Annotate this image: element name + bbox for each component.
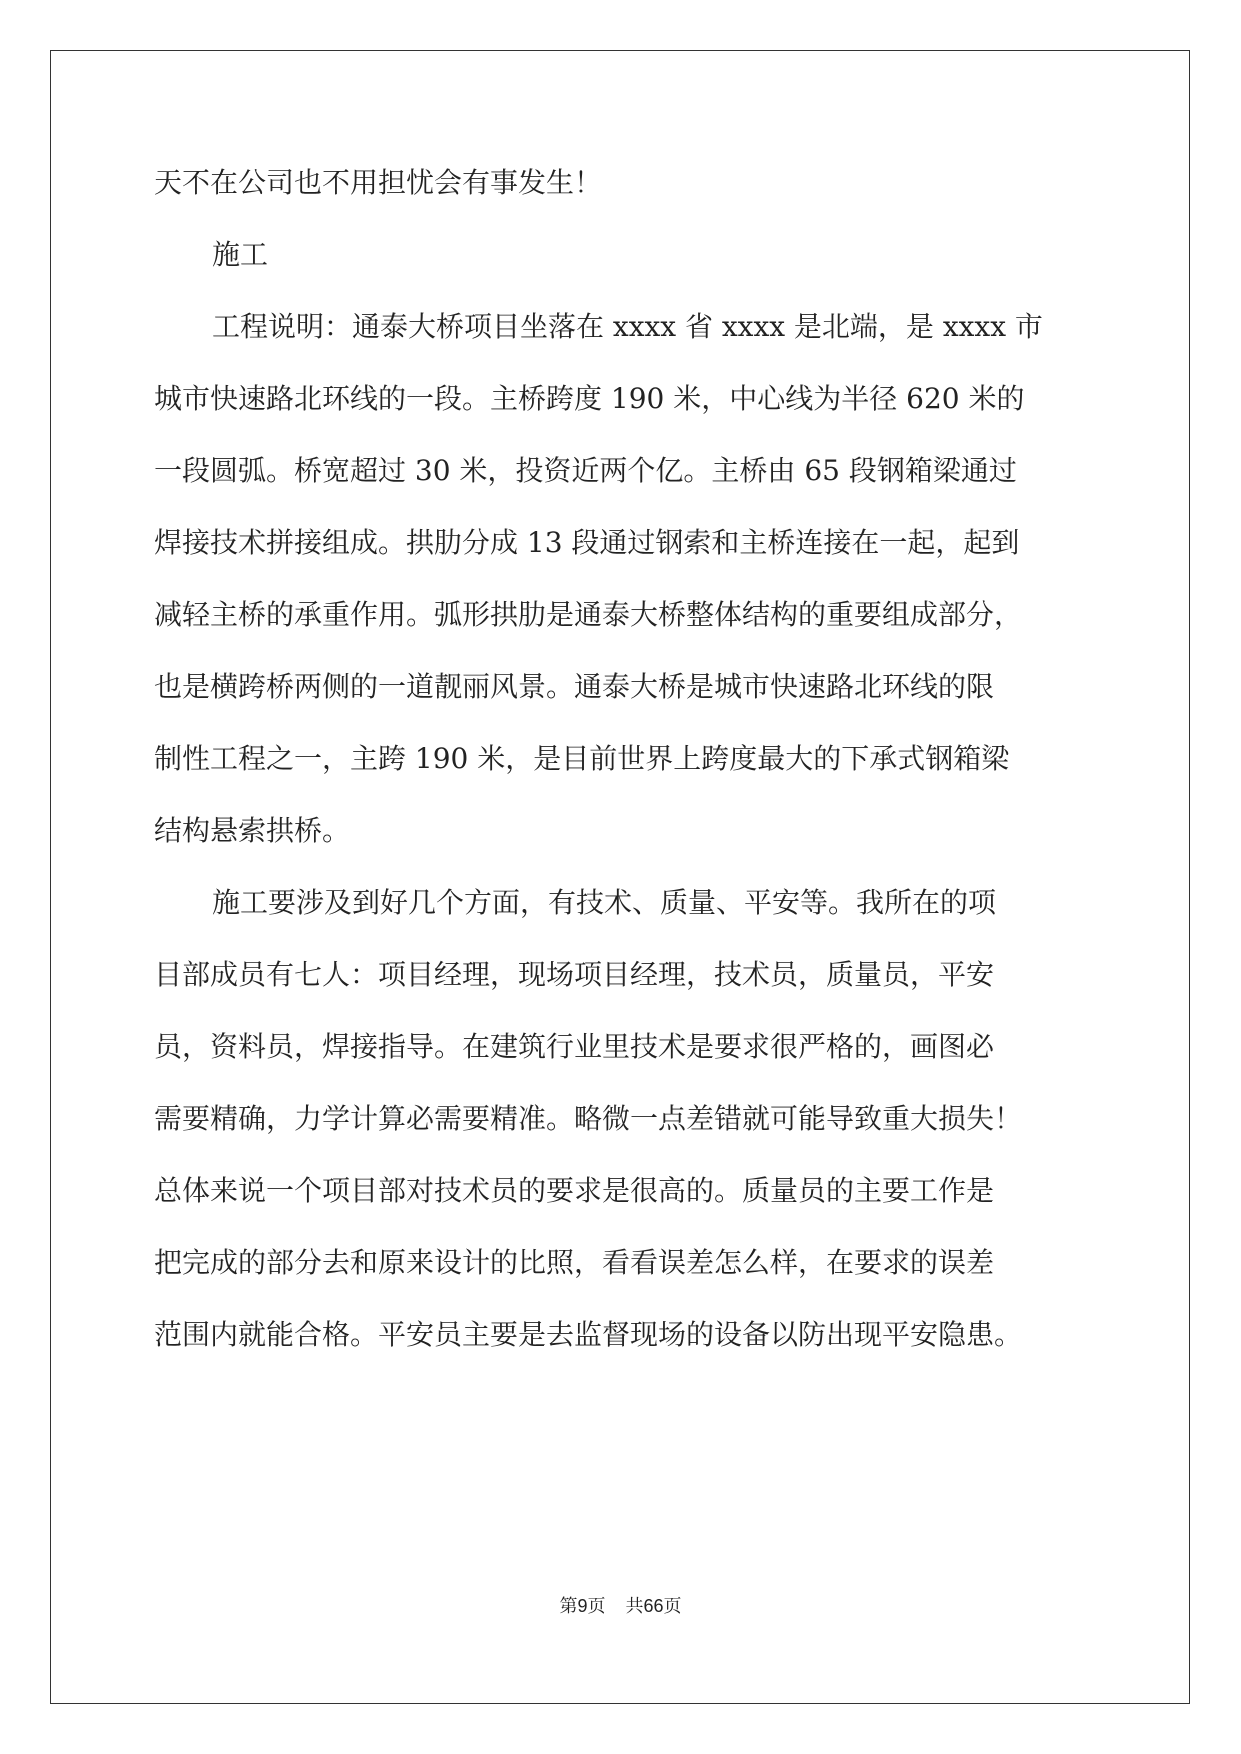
text-line: 总体来说一个项目部对技术员的要求是很高的。质量员的主要工作是 — [154, 1174, 995, 1207]
text-line: 一段圆弧。桥宽超过 30 米，投资近两个亿。主桥由 65 段钢箱梁通过 — [154, 454, 1017, 487]
text-line: 减轻主桥的承重作用。弧形拱肋是通泰大桥整体结构的重要组成部分， — [154, 598, 1023, 631]
text-line: 员，资料员，焊接指导。在建筑行业里技术是要求很严格的，画图必 — [154, 1030, 995, 1063]
text-line: 制性工程之一，主跨 190 米，是目前世界上跨度最大的下承式钢箱梁 — [154, 742, 1010, 775]
text-line: 也是横跨桥两侧的一道靓丽风景。通泰大桥是城市快速路北环线的限 — [154, 670, 995, 703]
page-number: 9 — [577, 1596, 588, 1616]
text-line: 焊接技术拼接组成。拱肋分成 13 段通过钢索和主桥连接在一起，起到 — [154, 526, 1020, 559]
paragraph-first-line: 工程说明：通泰大桥项目坐落在 xxxx 省 xxxx 是北端，是 xxxx 市 — [212, 310, 1043, 343]
text-line: 城市快速路北环线的一段。主桥跨度 190 米，中心线为半径 620 米的 — [154, 382, 1025, 415]
page-suffix: 页 — [587, 1596, 606, 1616]
section-heading: 施工 — [212, 238, 269, 271]
text-line: 天不在公司也不用担忧会有事发生！ — [154, 166, 603, 199]
text-line: 结构悬索拱桥。 — [154, 814, 351, 847]
total-suffix: 页 — [663, 1596, 682, 1616]
text-line: 目部成员有七人：项目经理，现场项目经理，技术员，质量员，平安 — [154, 958, 995, 991]
text-line: 范围内就能合格。平安员主要是去监督现场的设备以防出现平安隐患。 — [154, 1318, 1023, 1351]
page-border — [50, 50, 1190, 1704]
total-prefix: 共 — [625, 1596, 644, 1616]
total-pages: 66 — [643, 1596, 664, 1616]
text-line: 把完成的部分去和原来设计的比照，看看误差怎么样，在要求的误差 — [154, 1246, 995, 1279]
page-prefix: 第 — [559, 1596, 578, 1616]
page-footer — [0, 1594, 1241, 1618]
text-line: 需要精确，力学计算必需要精准。略微一点差错就可能导致重大损失！ — [154, 1102, 1023, 1135]
paragraph-first-line: 施工要涉及到好几个方面，有技术、质量、平安等。我所在的项 — [212, 886, 997, 919]
